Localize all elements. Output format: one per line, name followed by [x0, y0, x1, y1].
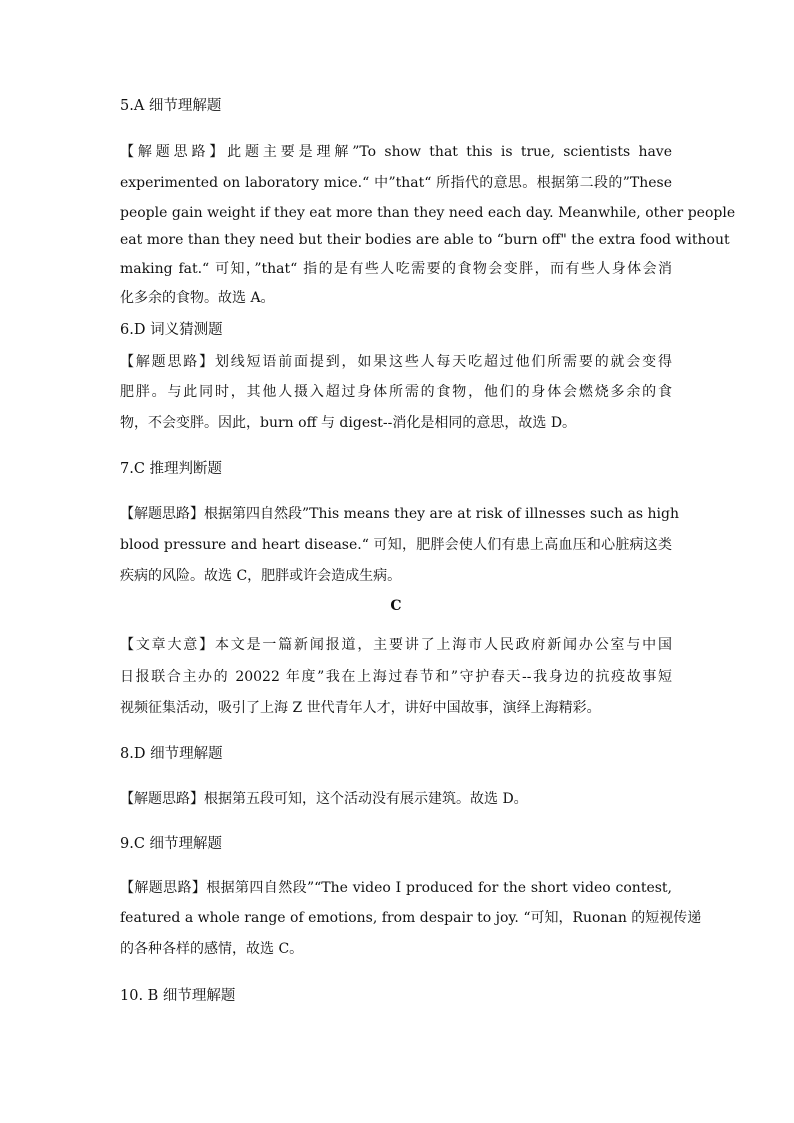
q6-explanation-line-3: 物，不会变胖。因此，burn off 与 digest--消化是相同的意思，故选 D。 — [120, 415, 577, 431]
q5-explanation-line-3: people gain weight if they eat more than they need each day. Meanwhile, other people — [120, 205, 736, 221]
q8-explanation-line-1: 【解题思路】根据第五段可知，这个活动没有展示建筑。故选 D。 — [120, 791, 528, 807]
q6-explanation-line-2: 肥胖。与此同时，其他人摄入超过身体所需的食物，他们的身体会燃烧多余的食 — [120, 384, 672, 400]
q10-answer-label: 10. B 细节理解题 — [120, 988, 236, 1004]
q5-answer-label: 5.A 细节理解题 — [120, 98, 222, 114]
q9-answer-label: 9.C 细节理解题 — [120, 836, 223, 852]
q7-answer-label: 7.C 推理判断题 — [120, 461, 223, 477]
passage-c-summary-line-2: 日报联合主办的 20022 年度”我在上海过春节和”守护春天--我身边的抗疫故事短 — [120, 669, 672, 685]
q9-explanation-line-2: featured a whole range of emotions, from despair to joy. “可知，Ruonan 的短视传递 — [120, 910, 702, 926]
passage-c-summary-line-3: 视频征集活动，吸引了上海 Z 世代青年人才，讲好中国故事，演绎上海精彩。 — [120, 700, 601, 716]
q6-explanation-line-1: 【解题思路】划线短语前面提到，如果这些人每天吃超过他们所需要的就会变得 — [120, 354, 672, 370]
q8-answer-label: 8.D 细节理解题 — [120, 746, 223, 762]
q5-explanation-line-5: making fat.“ 可知，”that“ 指的是有些人吃需要的食物会变胖，而有些人身体会消 — [120, 261, 672, 277]
q7-explanation-line-3: 疾病的风险。故选 C，肥胖或许会造成生病。 — [120, 568, 402, 584]
q6-answer-label: 6.D 词义猜测题 — [120, 322, 223, 338]
section-c-heading: C — [390, 598, 402, 614]
q5-explanation-line-1: 【解题思路】此题主要是理解”To show that this is true, scientists have — [120, 144, 672, 160]
q7-explanation-line-1: 【解题思路】根据第四自然段”This means they are at risk of illnesses such as high — [120, 506, 680, 522]
q5-explanation-line-4: eat more than they need but their bodies are able to “burn off" the extra food without — [120, 232, 730, 248]
passage-c-summary-line-1: 【文章大意】本文是一篇新闻报道，主要讲了上海市人民政府新闻办公室与中国 — [120, 637, 672, 653]
q5-explanation-line-6: 化多余的食物。故选 A。 — [120, 290, 275, 306]
q9-explanation-line-3: 的各种各样的感情，故选 C。 — [120, 941, 304, 957]
q9-explanation-line-1: 【解题思路】根据第四自然段”“The video I produced for the short video contest, — [120, 880, 672, 896]
q7-explanation-line-2: blood pressure and heart disease.“ 可知，肥胖会使人们有患上高血压和心脏病这类 — [120, 537, 672, 553]
q5-explanation-line-2: experimented on laboratory mice.“ 中”that“ 所指代的意思。根据第二段的”These — [120, 175, 672, 191]
